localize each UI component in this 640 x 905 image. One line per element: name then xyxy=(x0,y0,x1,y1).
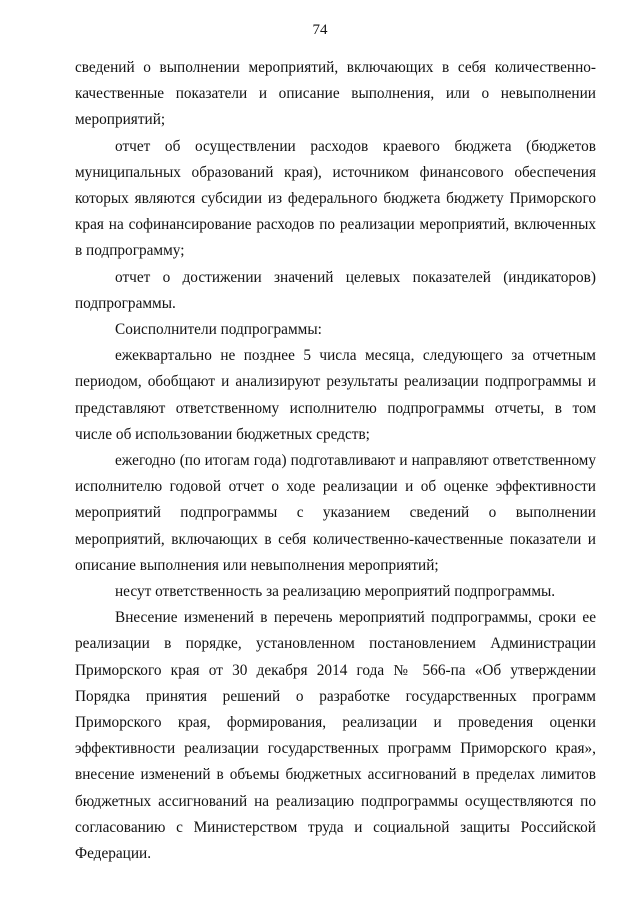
paragraph-coexecutors-heading: Соисполнители подпрограммы: xyxy=(115,321,322,339)
paragraph-quarterly: ежеквартально не позднее 5 числа месяца, следующего за отчетным периодом, обобщают и анализируют результаты реализации подпрограммы и представляют ответственному исполнителю подпрограммы отчеты, в том числе об использовании бюджетных средств; xyxy=(75,347,596,443)
paragraph-amendments: Внесение изменений в перечень мероприятий подпрограммы, сроки ее реализации в порядке, установленном постановлением Администрации Приморского края от 30 декабря 2014 года № 566-па «Об утверждении Порядка принятия решений о разработке государственных программ Приморского края, формирования, реализации и проведения оценки эффективности реализации государственных программ Приморского края», внесение изменений в объемы бюджетных ассигнований в пределах лимитов бюджетных ассигнований на реализацию подпрограммы осуществляются по согласованию с Министерством труда и социальной защиты Российской Федерации. xyxy=(75,609,596,863)
document-body xyxy=(75,55,596,867)
paragraph-indicators-report: отчет о достижении значений целевых показателей (индикаторов) подпрограммы. xyxy=(75,268,596,312)
paragraph-budget-report: отчет об осуществлении расходов краевого бюджета (бюджетов муниципальных образований края), источником финансового обеспечения которых являются субсидии из федерального бюджета бюджету Приморского края на софинансирование расходов по реализации мероприятий, включенных в подпрограмму; xyxy=(75,137,596,260)
page-number: 74 xyxy=(312,22,328,38)
paragraph-continuation: сведений о выполнении мероприятий, включающих в себя количественно-качественные показатели и описание выполнения, или о невыполнении мероприятий; xyxy=(75,59,596,129)
paragraph-annual: ежегодно (по итогам года) подготавливают и направляют ответственному исполнителю годовой отчет о ходе реализации и об оценке эффективности мероприятий подпрограммы с указанием сведений о выполнении мероприятий, включающих в себя количественно-качественные показатели и описание выполнения или невыполнения мероприятий; xyxy=(75,452,596,574)
paragraph-responsibility: несут ответственность за реализацию мероприятий подпрограммы. xyxy=(115,583,556,601)
